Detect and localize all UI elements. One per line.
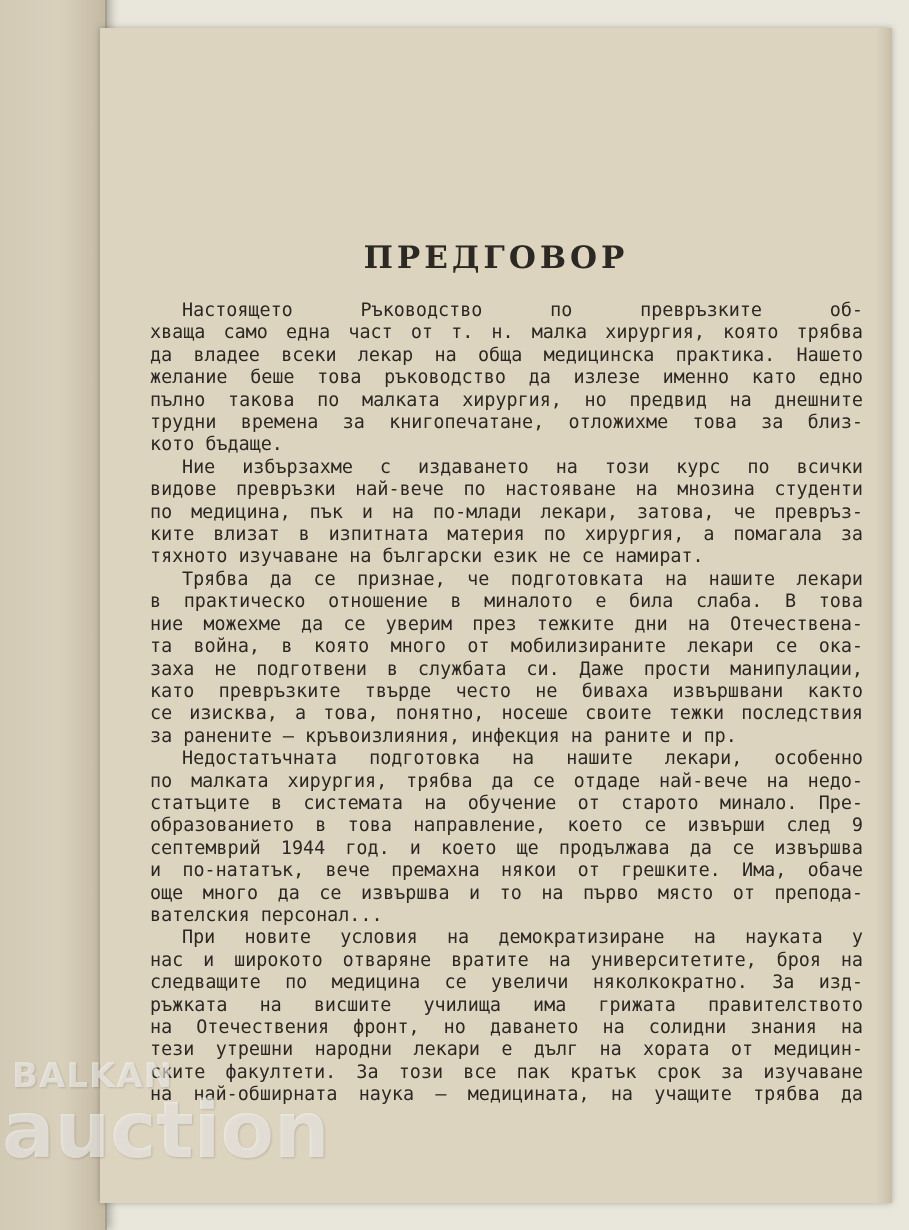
text-line: та война, в която много от мобилизираните лекари се ока- xyxy=(150,636,863,658)
text-line: ските факултети. За този все пак кратък срок за изучаване xyxy=(150,1061,863,1083)
text-line: желание беше това ръководство да излезе именно като едно xyxy=(150,367,863,389)
text-line: за ранените — кръвоизлияния, инфекция на раните и пр. xyxy=(150,725,737,747)
text-line: в практическо отношение в миналото е била слаба. В това xyxy=(150,591,863,613)
text-line: трудни времена за книгопечатане, отложихме това за близ- xyxy=(150,412,863,434)
text-line: заха не подготвени в службата си. Даже прости манипулации, xyxy=(150,658,863,680)
page-title: ПРЕДГОВОР xyxy=(363,240,629,276)
paragraph xyxy=(150,748,863,927)
left-page-edge xyxy=(0,0,107,1230)
text-line: вателския персонал... xyxy=(150,904,383,926)
preface-text xyxy=(150,300,863,1107)
text-line: статъците в системата на обучение от старото минало. Пре- xyxy=(150,792,863,814)
text-line: видове превръзки най-вече по настояване на мнозина студенти xyxy=(150,479,863,501)
paragraph xyxy=(150,457,863,569)
text-line: на Отечествения фронт, но даването на солидни знания на xyxy=(150,1017,863,1038)
text-line: Ние избързахме с издаването на този курс по всички xyxy=(182,456,863,478)
text-line: При новите условия на демократизиране на науката у xyxy=(182,927,863,949)
text-line: Настоящето Ръководство по превръзките об- xyxy=(182,300,863,321)
watermark-top-text: BALKAN xyxy=(12,1056,174,1096)
text-line: да владее всеки лекар на обща медицинска практика. Нашето xyxy=(150,344,863,366)
text-line: на най-обширната наука — медицината, на учащите трябва да xyxy=(150,1084,863,1106)
text-line: по медицина, пък и на по-млади лекари, затова, че превръз- xyxy=(150,501,863,523)
text-line: Недостатъчната подготовка на нашите лекари, особенно xyxy=(182,748,863,770)
text-line: следващите по медицина се увеличи няколкократно. За изд- xyxy=(150,972,863,994)
paragraph xyxy=(150,300,863,457)
text-line: ние можехме да се уверим през тежките дни на Отечествена- xyxy=(150,613,863,635)
text-line: като превръзките твърде често не биваха извършвани както xyxy=(150,680,863,702)
text-line: кото бъдаще. xyxy=(150,434,283,456)
text-line: тяхното изучаване на български език не се намират. xyxy=(150,546,704,568)
text-line: нас и широкото отваряне вратите на университетите, броя на xyxy=(150,949,863,971)
watermark-main-text: auction xyxy=(2,1086,330,1176)
paragraph xyxy=(150,569,863,748)
text-line: още много да се извършва и то на първо място от препода- xyxy=(150,882,863,904)
book-page xyxy=(100,28,892,1203)
text-line: хваща само една част от т. н. малка хирургия, която трябва xyxy=(150,322,863,344)
text-line: по малката хирургия, трябва да се отдаде най-вече на недо- xyxy=(150,770,863,792)
paragraph xyxy=(150,927,863,1106)
text-line: септемврий 1944 год. и което ще продължава да се извършва xyxy=(150,837,863,859)
text-line: ръжката на висшите училища има грижата правителството xyxy=(150,994,863,1016)
text-line: тези утрешни народни лекари е дълг на хората от медицин- xyxy=(150,1039,863,1061)
text-line: пълно такова по малката хирургия, но предвид на днешните xyxy=(150,389,863,411)
text-line: ките влизат в изпитната материя по хирургия, а помагала за xyxy=(150,524,863,546)
text-line: образованието в това направление, което се извърши след 9 xyxy=(150,815,863,837)
text-line: Трябва да се признае, че подготовката на нашите лекари xyxy=(182,568,863,590)
text-line: и по-нататък, вече премахна някои от грешките. Има, обаче xyxy=(150,860,863,882)
text-line: се изисква, а това, понятно, носеше своите тежки последствия xyxy=(150,703,863,725)
page-edge-shadow xyxy=(876,28,892,1203)
